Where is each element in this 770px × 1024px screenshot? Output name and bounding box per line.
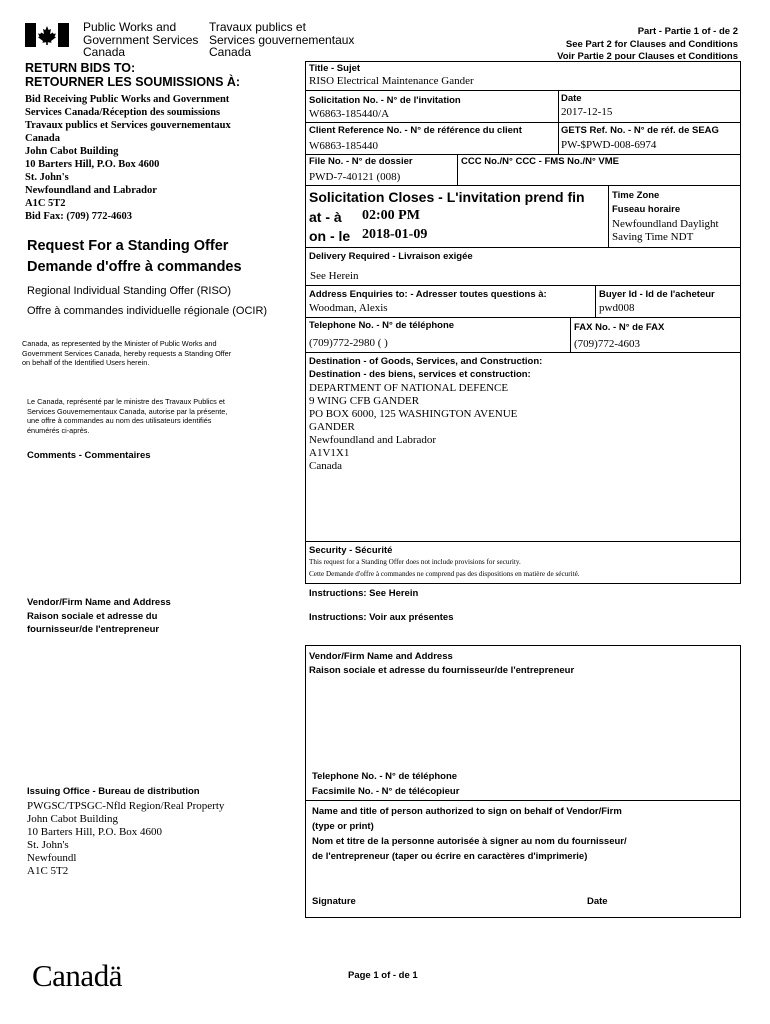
page-number: Page 1 of - de 1 (348, 970, 418, 981)
delivery-required-label: Delivery Required - Livraison exigée (309, 251, 473, 262)
flag-icon (25, 23, 69, 47)
security-text-en: This request for a Standing Offer does not include provisions for security. (309, 558, 521, 566)
time-zone-label: Time Zone Fuseau horaire (612, 190, 681, 215)
buyer-id-value: pwd008 (599, 302, 635, 314)
ccc-number-label: CCC No./N° CCC - FMS No./N° VME (461, 156, 620, 167)
intro-paragraph-en: Canada, as represented by the Minister of Public Works and Government Services Canada, hereby requests a Standing Offer on behalf of the Identified Users herein. (22, 339, 232, 367)
destination-address: DEPARTMENT OF NATIONAL DEFENCE 9 WING CFB GANDER PO BOX 6000, 125 WASHINGTON AVENUE GANDER Newfoundland and Labrador A1V1X1 Canada (309, 382, 518, 472)
divider (305, 285, 741, 286)
authorized-signatory-label: Name and title of person authorized to sign on behalf of Vendor/Firm (type or print) Nom et titre de la personne autorisée à signer au nom du fournisseur/ de l'entrepreneur (taper ou écrire en caractères d'imprimerie) (312, 806, 627, 862)
solicitation-number-value: W6863-185440/A (309, 108, 390, 120)
buyer-id-label: Buyer Id - Id de l'acheteur (599, 289, 715, 300)
destination-label: Destination - of Goods, Services, and Construction: Destination - des biens, services et construction: (309, 356, 543, 380)
return-address: Bid Receiving Public Works and Government Services Canada/Réception des soumissions Travaux publics et Services gouvernementaux Canada John Cabot Building 10 Barters Hill, P.O. Box 4600 St. John's Newfoundland and Labrador A1C 5T2 Bid Fax: (709) 772-4603 (25, 94, 231, 222)
intro-paragraph-fr: Le Canada, représenté par le ministre des Travaux Publics et Services Gouvernementaux Canada, autorise par la présente, une offre à commandes au nom des utilisateurs identifiés énumérés ci-après. (27, 397, 228, 435)
signature-date-label: Date (587, 896, 608, 907)
issuing-office-label: Issuing Office - Bureau de distribution (27, 786, 200, 797)
file-number-label: File No. - N° de dossier (309, 156, 413, 167)
vendor-fax-label: Facsimile No. - N° de télécopieur (312, 786, 460, 797)
file-number-value: PWD-7-40121 (008) (309, 171, 401, 183)
date-label: Date (561, 93, 582, 104)
divider (305, 352, 741, 353)
divider (305, 185, 741, 186)
divider (305, 541, 741, 542)
divider (305, 90, 741, 91)
issuing-office-address: PWGSC/TPSGC-Nfld Region/Real Property John Cabot Building 10 Barters Hill, P.O. Box 4600 St. John's Newfoundl A1C 5T2 (27, 800, 225, 877)
divider (608, 185, 609, 247)
divider (305, 800, 741, 801)
instructions-en: Instructions: See Herein (309, 588, 419, 599)
time-zone-value: Newfoundland Daylight Saving Time NDT (612, 218, 719, 243)
closing-time-label: at - à (309, 209, 342, 225)
document-title: Request For a Standing Offer Demande d'offre à commandes (27, 238, 242, 275)
gets-reference-label: GETS Ref. No. - N° de réf. de SEAG (561, 125, 719, 136)
part-indicator: Part - Partie 1 of - de 2 See Part 2 for Clauses and Conditions Voir Partie 2 pour Clauses et Conditions (557, 26, 738, 60)
divider (305, 122, 741, 123)
date-value: 2017-12-15 (561, 106, 613, 118)
comments-label: Comments - Commentaires (27, 450, 151, 461)
gets-reference-value: PW-$PWD-008-6974 (561, 139, 657, 151)
title-label: Title - Sujet (309, 63, 361, 74)
signature-label: Signature (312, 896, 356, 907)
divider (305, 154, 741, 155)
closing-date-label: on - le (309, 228, 351, 244)
divider (305, 247, 741, 248)
client-reference-label: Client Reference No. - N° de référence du client (309, 125, 522, 136)
fax-value: (709)772-4603 (574, 338, 640, 350)
department-name-en: Public Works and Government Services Canada (83, 20, 199, 59)
client-reference-value: W6863-185440 (309, 140, 379, 152)
security-text-fr: Cette Demande d'offre à commandes ne comprend pas des dispositions en matière de sécurité. (309, 570, 580, 578)
vendor-box-label: Vendor/Firm Name and Address Raison sociale et adresse du fournisseur/de l'entrepreneur (309, 651, 575, 676)
instructions-fr: Instructions: Voir aux présentes (309, 612, 454, 623)
offer-type: Regional Individual Standing Offer (RISO) Offre à commandes individuelle régionale (OCIR) (27, 285, 268, 317)
address-enquiries-label: Address Enquiries to: - Adresser toutes questions à: (309, 289, 547, 300)
divider (570, 317, 571, 352)
closing-time-value: 02:00 PM (362, 208, 420, 223)
canada-wordmark: Canadä (32, 958, 122, 993)
telephone-label: Telephone No. - N° de téléphone (309, 320, 455, 331)
telephone-value: (709)772-2980 ( ) (309, 337, 388, 349)
vendor-address-label: Vendor/Firm Name and Address Raison sociale et adresse du fournisseur/de l'entrepreneur (27, 597, 171, 635)
solicitation-number-label: Solicitation No. - N° de l'invitation (309, 95, 461, 106)
divider (595, 285, 596, 317)
delivery-required-value: See Herein (310, 270, 359, 282)
vendor-telephone-label: Telephone No. - N° de téléphone (312, 771, 458, 782)
title-value: RISO Electrical Maintenance Gander (309, 75, 474, 87)
solicitation-closes-label: Solicitation Closes - L'invitation prend fin (309, 189, 585, 205)
fax-label: FAX No. - N° de FAX (574, 322, 665, 333)
divider (457, 154, 458, 185)
security-label: Security - Sécurité (309, 545, 393, 556)
address-enquiries-value: Woodman, Alexis (309, 302, 388, 314)
department-name-fr: Travaux publics et Services gouvernementaux Canada (209, 20, 355, 59)
divider (305, 317, 741, 318)
closing-date-value: 2018-01-09 (362, 227, 428, 242)
return-bids-heading: RETURN BIDS TO: RETOURNER LES SOUMISSIONS À: (25, 61, 241, 89)
